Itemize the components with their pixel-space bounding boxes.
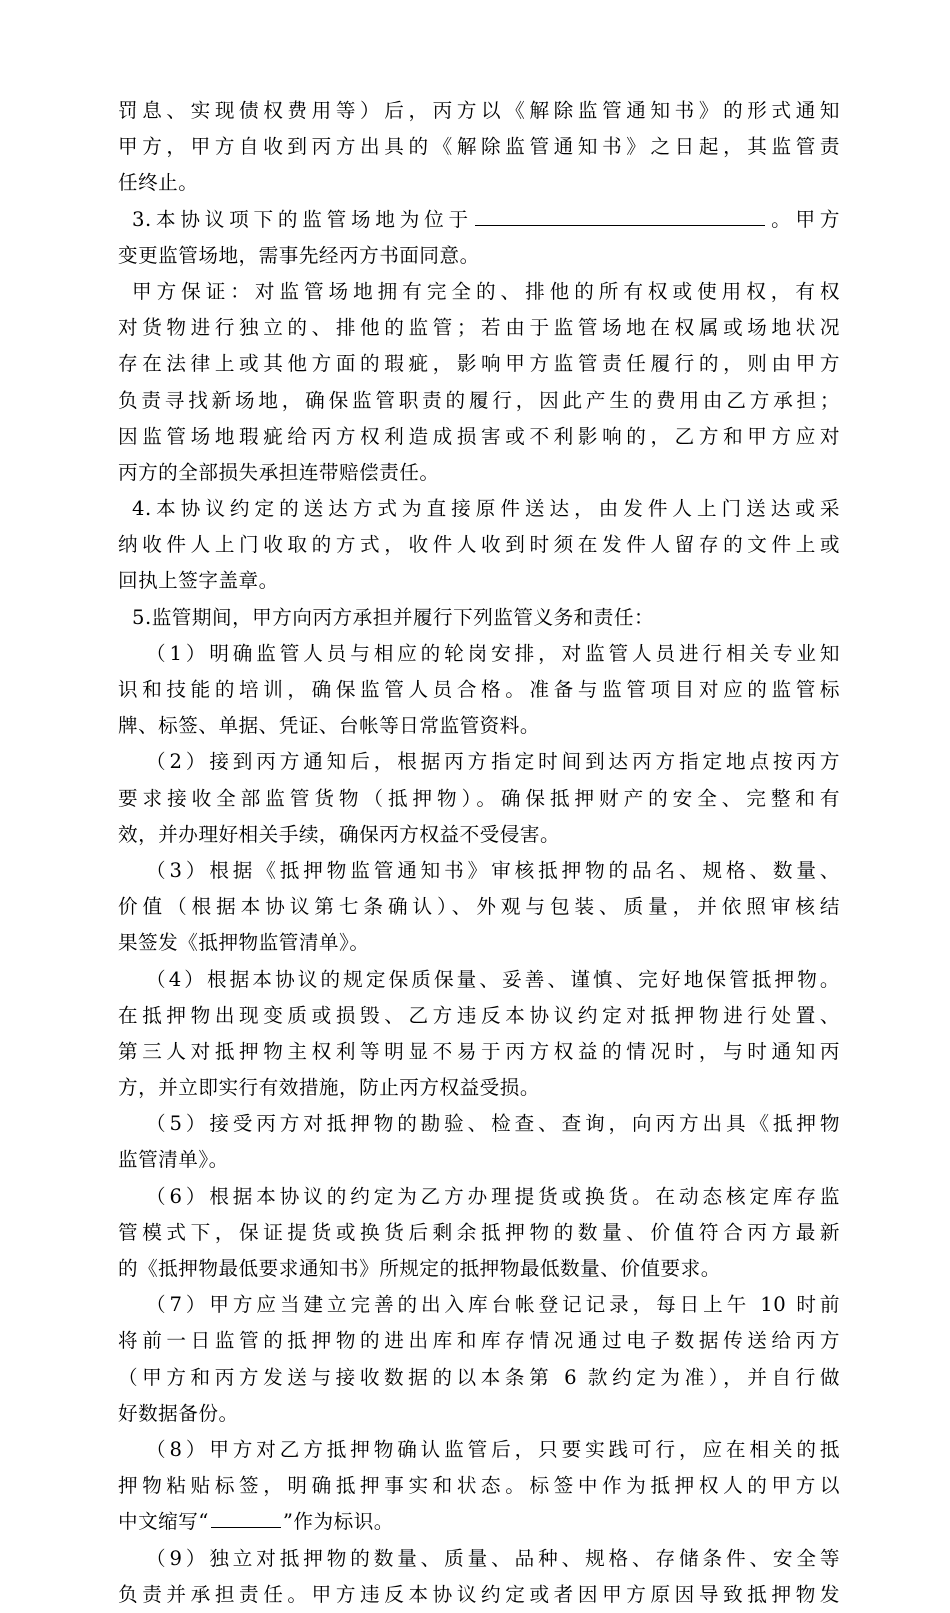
text-line: 5.监管期间，甲方向丙方承担并履行下列监管义务和责任： <box>132 605 655 629</box>
text-line: 效，并办理好相关手续，确保丙方权益不受侵害。 <box>118 822 561 846</box>
text-line: 牌、标签、单据、凭证、台帐等日常监管资料。 <box>118 714 540 738</box>
paragraph-item-8 <box>118 1432 840 1541</box>
text-line-with-blank <box>118 1504 840 1540</box>
paragraph-item-6 <box>118 1179 840 1288</box>
document-body <box>118 93 840 1613</box>
text-line: 存在法律上或其他方面的瑕疵，影响甲方监管责任履行的，则由甲方 <box>118 352 840 376</box>
paragraph-clause-4 <box>118 491 840 600</box>
text-line: 识和技能的培训，确保监管人员合格。准备与监管项目对应的监管标 <box>118 678 840 701</box>
paragraph-item-3 <box>118 853 840 962</box>
text-line: 要求接收全部监管货物（抵押物）。确保抵押财产的安全、完整和有 <box>118 786 840 810</box>
paragraph-item-5 <box>118 1106 840 1178</box>
text-line: （7）甲方应当建立完善的出入库台帐登记记录，每日上午 10 时前 <box>146 1293 840 1317</box>
text-line: 因监管场地瑕疵给丙方权利造成损害或不利影响的，乙方和甲方应对 <box>118 424 840 448</box>
text-line: （5）接受丙方对抵押物的勘验、检查、查询，向丙方出具《抵押物 <box>146 1112 840 1136</box>
text-line: 第三人对抵押物主权利等明显不易于丙方权益的情况时，与时通知丙 <box>118 1039 840 1063</box>
text-line-with-blank <box>118 202 840 238</box>
text-line: 任终止。 <box>118 171 199 195</box>
paragraph-guarantee <box>118 274 840 491</box>
paragraph-item-9 <box>118 1541 840 1613</box>
text-line: （甲方和丙方发送与接收数据的以本条第 6 款约定为准），并自行做 <box>118 1365 840 1389</box>
text-line: （2）接到丙方通知后，根据丙方指定时间到达丙方指定地点按丙方 <box>146 750 840 774</box>
text-line: （3）根据《抵押物监管通知书》审核抵押物的品名、规格、数量、 <box>146 858 840 882</box>
text-line: 方，并立即实行有效措施，防止丙方权益受损。 <box>118 1076 540 1100</box>
text-line: （1）明确监管人员与相应的轮岗安排，对监管人员进行相关专业知 <box>146 641 840 665</box>
text-line: 负责并承担责任。甲方违反本协议约定或者因甲方原因导致抵押物发 <box>118 1582 840 1606</box>
text-line: 丙方的全部损失承担连带赔偿责任。 <box>118 460 440 484</box>
text-line: 价值（根据本协议第七条确认）、外观与包装、质量，并依照审核结 <box>118 895 840 919</box>
text-line: 4.本协议约定的送达方式为直接原件送达，由发件人上门送达或采 <box>132 497 840 521</box>
clause-3-text-b: 。甲方 <box>766 207 841 231</box>
paragraph-item-1 <box>118 636 840 745</box>
text-line: （9）独立对抵押物的数量、质量、品种、规格、存储条件、安全等 <box>146 1546 840 1570</box>
text-line: （8）甲方对乙方抵押物确认监管后，只要实践可行，应在相关的抵 <box>146 1437 840 1461</box>
text-line: 对货物进行独立的、排他的监管；若由于监管场地在权属或场地状况 <box>118 316 840 340</box>
paragraph-release-clause <box>118 93 840 202</box>
text-line: 罚息、实现债权费用等）后，丙方以《解除监管通知书》的形式通知 <box>118 99 840 122</box>
text-line: 纳收件人上门收取的方式，收件人收到时须在发件人留存的文件上或 <box>118 533 840 557</box>
paragraph-item-7 <box>118 1287 840 1432</box>
text-line: 的《抵押物最低要求通知书》所规定的抵押物最低数量、价值要求。 <box>118 1257 721 1280</box>
paragraph-clause-5 <box>118 600 840 636</box>
text-line: 甲方保证：对监管场地拥有完全的、排他的所有权或使用权，有权 <box>132 279 840 303</box>
text-line: 监管清单》。 <box>118 1148 229 1172</box>
text-line: 回执上签字盖章。 <box>118 569 279 593</box>
item-8-text-b: ”作为标识。 <box>282 1510 394 1534</box>
clause-3-text-a: 3.本协议项下的监管场地为位于 <box>132 207 473 231</box>
text-line: 负责寻找新场地，确保监管职责的履行，因此产生的费用由乙方承担； <box>118 388 840 412</box>
text-line: 甲方，甲方自收到丙方出具的《解除监管通知书》之日起，其监管责 <box>118 135 840 159</box>
paragraph-clause-3 <box>118 202 840 274</box>
text-line: （6）根据本协议的约定为乙方办理提货或换货。在动态核定库存监 <box>146 1184 840 1208</box>
item-8-text-a: 中文缩写“ <box>118 1510 209 1534</box>
text-line: 将前一日监管的抵押物的进出库和库存情况通过电子数据传送给丙方 <box>118 1329 840 1353</box>
text-line: 好数据备份。 <box>118 1401 239 1425</box>
text-line: 变更监管场地，需事先经丙方书面同意。 <box>118 243 480 267</box>
text-line: 押物粘贴标签，明确抵押事实和状态。标签中作为抵押权人的甲方以 <box>118 1474 840 1498</box>
abbreviation-blank[interactable] <box>211 1508 281 1529</box>
paragraph-item-4 <box>118 962 840 1107</box>
text-line: 果签发《抵押物监管清单》。 <box>118 931 370 955</box>
text-line: （4）根据本协议的规定保质保量、妥善、谨慎、完好地保管抵押物。 <box>146 967 840 991</box>
text-line: 在抵押物出现变质或损毁、乙方违反本协议约定对抵押物进行处置、 <box>118 1003 840 1027</box>
paragraph-item-2 <box>118 744 840 853</box>
site-address-blank[interactable] <box>475 205 765 226</box>
text-line: 管模式下，保证提货或换货后剩余抵押物的数量、价值符合丙方最新 <box>118 1220 840 1244</box>
